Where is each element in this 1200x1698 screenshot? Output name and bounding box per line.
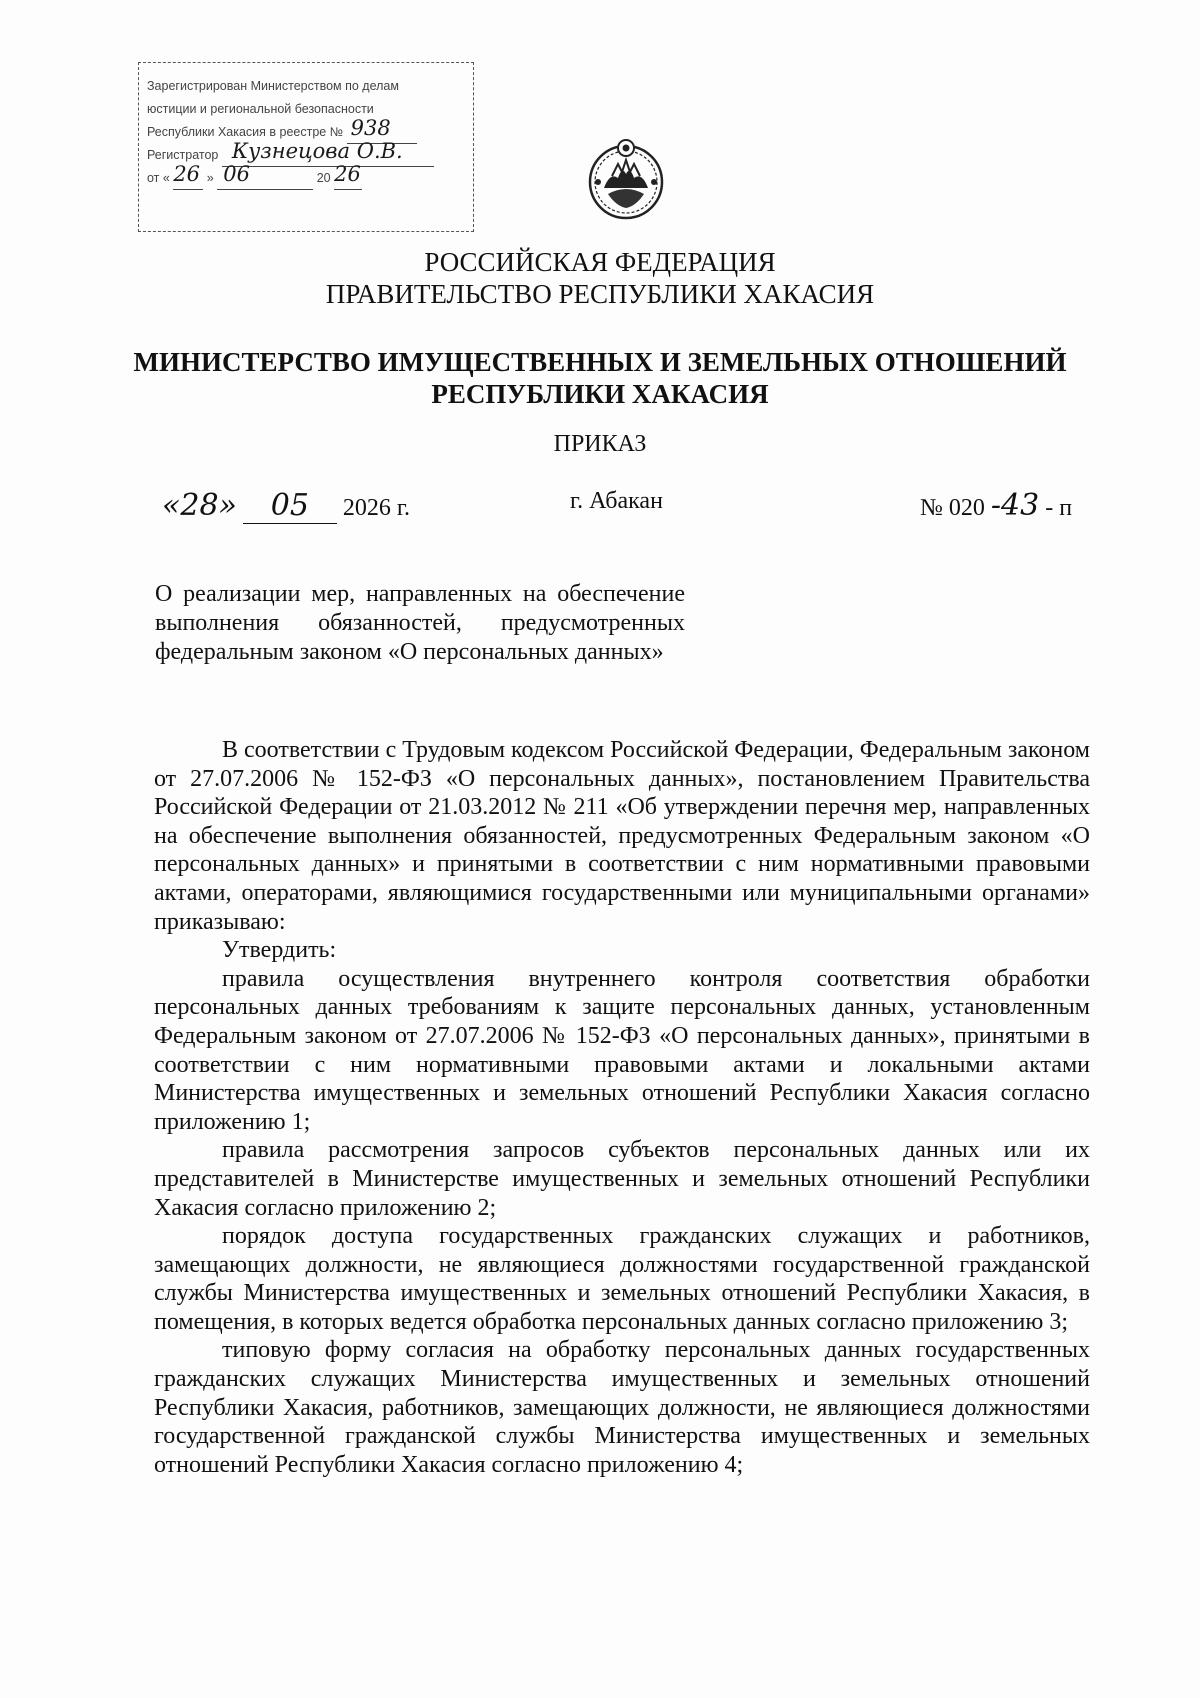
stamp-year-field (334, 162, 362, 190)
document-type: ПРИКАЗ (553, 431, 647, 457)
stamp-registry-number: 938 (350, 116, 391, 140)
header-ministry-line-2: РЕСПУБЛИКИ ХАКАСИЯ (431, 379, 769, 409)
stamp-month: 06 (223, 162, 250, 186)
order-number-prefix: № 020 (920, 495, 985, 521)
order-city: г. Абакан (570, 488, 663, 514)
header-country: РОССИЙСКАЯ ФЕДЕРАЦИЯ (424, 247, 776, 277)
coat-of-arms-icon (584, 136, 668, 220)
stamp-year-prefix: 20 (316, 171, 331, 185)
order-date-month: 05 (270, 488, 309, 523)
stamp-line-1: Зарегистрирован Министерством по делам (147, 79, 399, 93)
order-body (154, 736, 1090, 1479)
stamp-date-prefix: от « (147, 171, 170, 185)
order-approve-heading: Утвердить: (222, 937, 337, 964)
stamp-registrar-signature: Кузнецова О.В. (231, 139, 403, 163)
stamp-line-2: юстиции и региональной безопасности (147, 102, 374, 116)
stamp-year: 26 (334, 162, 361, 186)
stamp-registrar-field (222, 139, 434, 167)
registration-stamp (138, 62, 474, 232)
order-item-4: типовую форму согласия на обработку персональных данных государственных гражданских служащих Министерства имущественных и земельных отношений Республики Хакасия, работников, замещающих должности, не являющиеся должностями государственной гражданской службы Министерства имущественных и земельных отношений Республики Хакасия согласно приложению 4; (154, 1337, 1090, 1478)
order-preamble: В соответствии с Трудовым кодексом Российской Федерации, Федеральным законом от 27.07.2006 № 152-ФЗ «О персональных данных», постановлением Правительства Российской Федерации от 21.03.2012 № 211 «Об утверждении перечня мер, направленных на обеспечение выполнения обязанностей, предусмотренных Федеральным законом «О персональных данных» и принятыми в соответствии с ним нормативными правовыми актами, операторами, являющимися государственными или муниципальными органами» приказываю: (154, 737, 1090, 935)
header-government-block (0, 246, 1200, 310)
dateline (0, 484, 1200, 524)
order-number-suffix: - п (1045, 495, 1073, 521)
order-item-3: порядок доступа государственных гражданских служащих и работников, замещающих должности, не являющиеся должностями государственной гражданской службы Министерства имущественных и земельных отношений Республики Хакасия, в помещения, в которых ведется обработка персональных данных согласно приложению 3; (154, 1223, 1090, 1335)
header-ministry-line-1: МИНИСТЕРСТВО ИМУЩЕСТВЕННЫХ И ЗЕМЕЛЬНЫХ ОТНОШЕНИЙ (133, 347, 1067, 377)
order-date (162, 488, 410, 524)
stamp-month-field (217, 162, 313, 190)
header-ministry-block (0, 346, 1200, 410)
order-number-handwritten: -43 (990, 488, 1040, 523)
order-item-2: правила рассмотрения запросов субъектов персональных данных или их представителей в Министерстве имущественных и земельных отношений Республики Хакасия согласно приложению 2; (154, 1137, 1090, 1221)
order-date-year: 2026 г. (342, 495, 411, 521)
stamp-line-5: от « 26 » 06 20 26 (147, 167, 467, 190)
stamp-day: 26 (173, 162, 201, 186)
stamp-registrar-label: Регистратор (147, 148, 219, 162)
stamp-registry-label: Республики Хакасия в реестре № (147, 125, 344, 139)
stamp-day-field (173, 162, 203, 190)
order-number (920, 488, 1072, 523)
header-government: ПРАВИТЕЛЬСТВО РЕСПУБЛИКИ ХАКАСИЯ (325, 279, 875, 309)
order-date-day: «28» (162, 488, 237, 523)
order-subject: О реализации мер, направленных на обеспечение выполнения обязанностей, предусмотренных федеральным законом «О персональных данных» (155, 581, 685, 665)
order-item-1: правила осуществления внутреннего контроля соответствия обработки персональных данных требованиям к защите персональных данных, установленным Федеральным законом от 27.07.2006 № 152-ФЗ «О персональных данных», принятыми в соответствии с ним нормативными правовыми актами и локальными актами Министерства имущественных и земельных отношений Республики Хакасия согласно приложению 1; (154, 965, 1090, 1135)
order-date-month-field (243, 488, 337, 524)
